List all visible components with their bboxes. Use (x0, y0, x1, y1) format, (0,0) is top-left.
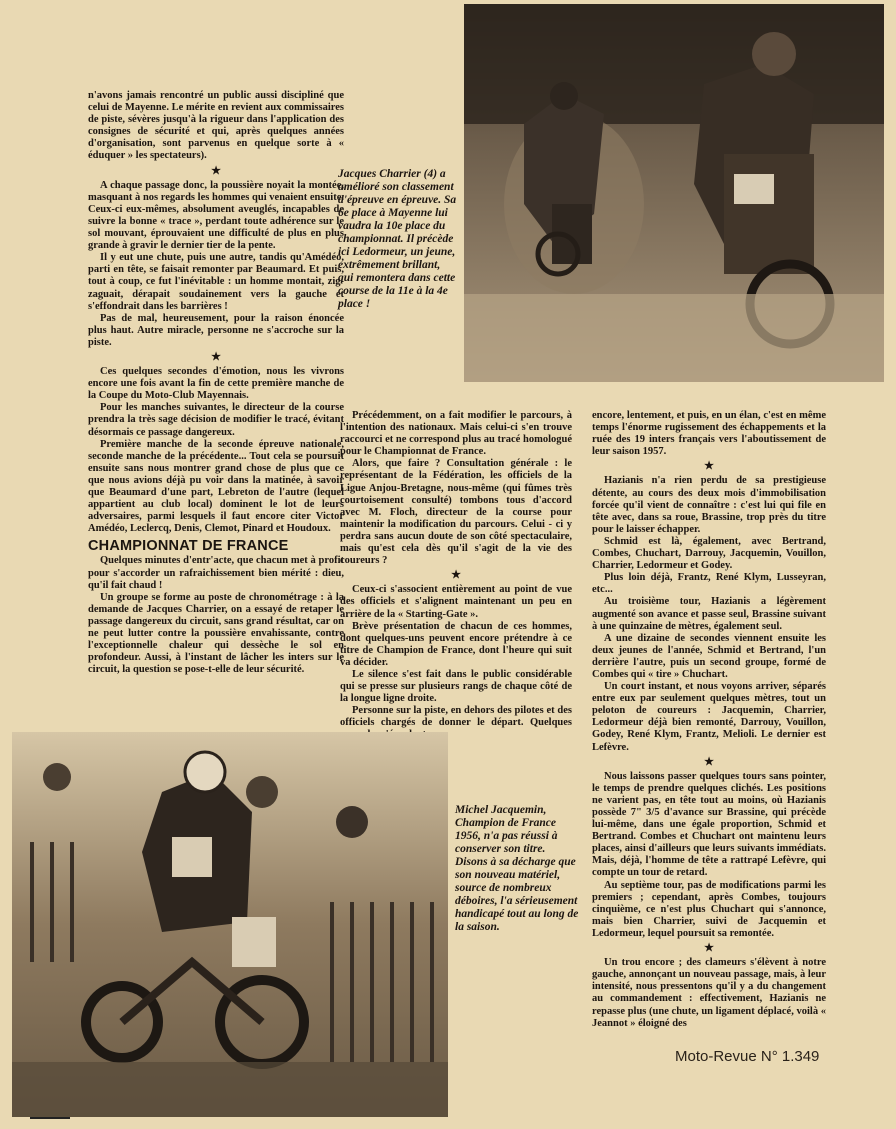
paragraph: Alors, que faire ? Consultation générale : le représentant de la Fédération, les officiels de la Ligue Anjou-Bretagne, nous-même (qui fûmes très courtoisement consulté) tombons tous d'accord avec M. Floch, directeur de la course pour maintenir la modification du parcours. Celui - ci y perdra sans aucun doute de son côté spectaculaire, mais qu'est cela dès qu'il s'agit de la vie des coureurs ? (340, 458, 572, 567)
paragraph: Un groupe se forme au poste de chronométrage : à la demande de Jacques Charrier, on a essayé de retaper le passage dangereux du circuit, sans grand résultat, car on ne peut lutter contre la poussière envahissante, contre l'exceptionnelle chaleur qui dessèche le sol en profondeur. Aussi, à l'instant de lâcher les inters sur le circuit, la question se pose-t-elle de leur sécurité. (88, 591, 344, 676)
paragraph: Ces quelques secondes d'émotion, nous les vivrons encore une fois avant la fin de cette première manche de la Coupe du Moto-Club Mayennais. (88, 366, 344, 402)
paragraph: Plus loin déjà, Frantz, René Klym, Lusseyran, etc... (592, 572, 826, 596)
paragraph: Ceux-ci s'associent entièrement au point de vue des officiels et s'alignent maintenant un peu en arrière de la « Starting-Gate ». (340, 584, 572, 620)
star-separator: ★ (704, 755, 714, 768)
paragraph: Un trou encore ; des clameurs s'élèvent à notre gauche, annonçant un nouveau passage, mais, à leur intensité, nous pressentons qu'il y a du changement au commandement : effectivement, Hazianis ne repasse plus (une chute, un ligament déplacé, voilà « Jeannot » éloigné des (592, 957, 826, 1029)
paragraph: Quelques minutes d'entr'acte, que chacun met à profit pour s'accorder un rafraichissement bien mérité : dieu, qu'il fait chaud ! (88, 555, 344, 591)
paragraph: Nous laissons passer quelques tours sans pointer, le temps de prendre quelques clichés. Les positions ne varient pas, en tête tout au moins, où Hazianis possède 7" 3/5 d'avance sur Brassine, qui précède lui-même, dans une égale proportion, Schmid et Bertrand. Combes et Chuchart ont maintenu leurs places, ainsi d'ailleurs que leurs suivants immédiats. Mais, déjà, l'homme de tête a rattrapé Lefèvre, qui compte un tour de retard. (592, 770, 826, 879)
paragraph: Pour les manches suivantes, le directeur de la course prendra la très sage décision de modifier le tracé, évitant désormais ce passage dangereux. (88, 402, 344, 438)
right-column (592, 410, 826, 1030)
photo-caption-bottom: Michel Jacquemin, Champion de France 1956, n'a pas réussi à conserver son titre. Disons à sa décharge que son nouveau matériel, source de nombreux déboires, l'a sérieusement handicapé tout au long de la saison. (455, 804, 579, 933)
paragraph: Il y eut une chute, puis une autre, tandis qu'Amédéo, parti en tête, se faisait remonter par Beaumard. Et puis, tout à coup, ce fut l'inévitable : un homme montait, zig-zaguait, dérapait soudainement vers la gauche et s'effondrait dans les barrières ! (88, 252, 344, 312)
photo-motocross-bottom (12, 732, 448, 1117)
paragraph: Le silence s'est fait dans le public considérable qui se presse sur plusieurs rangs de chaque côté de la longue ligne droite. (340, 668, 572, 705)
paragraph: Hazianis n'a rien perdu de sa prestigieuse détente, au cours des deux mois d'immobilisation forcée qu'il vient de connaître : c'est lui qui file en tête avec, dans sa roue, Brassine, trop près du titre pour le laisser échapper. (592, 475, 826, 535)
star-separator: ★ (704, 942, 714, 955)
paragraph: A une dizaine de secondes viennent ensuite les deux jeunes de l'année, Schmid et Bertrand, l'un derrière l'autre, puis un second groupe, formé de Combes qui « tire » Chuchart. (592, 632, 826, 680)
paragraph: encore, lentement, et puis, en un élan, c'est en même temps l'énorme rugissement des échappements et la ruée des 19 inters français vers l'aboutissement de leur saison 1957. (592, 410, 826, 458)
star-separator: ★ (211, 164, 221, 177)
paragraph: Personne sur la piste, en dehors des pilotes et des officiels chargés de donner le départ. Quelques (340, 705, 572, 729)
page-footer: Moto-Revue N° 1.349 (675, 1048, 820, 1065)
paragraph: Première manche de la seconde épreuve nationale, seconde manche de la précédente... Tout cela se poursuit ensuite sans nous montrer grand chose de plus que ce que nous avions déjà pu voir dans la matinée, à savoir que Beaumard d'une part, Lebreton de l'autre (lequel appartient au club local) dominent le lot de leurs adversaires, parmi lesquels il faut encore citer Victor Amédéo, Leclercq, Denis, Clemot, Pinard et Houdoux. (88, 438, 344, 535)
bottom-rule (30, 1117, 70, 1119)
middle-column (340, 410, 572, 742)
paragraph: n'avons jamais rencontré un public aussi discipliné que celui de Mayenne. Le mérite en revient aux commissaires de piste, sévères jusqu'à la rigueur dans l'application des consignes de sécurité et qui, après quelques années d'organisation, sont parvenus en quelque sorte à « éduquer » les spectateurs). (88, 90, 344, 162)
paragraph: Schmid est là, également, avec Bertrand, Combes, Chuchart, Darrouy, Jacquemin, Vouillon, Charrier, Ledormeur et Godey. (592, 535, 826, 572)
paragraph: A chaque passage donc, la poussière noyait la montée, masquant à nos regards les hommes qui venaient ensuite. Ceux-ci eux-mêmes, absolument aveuglés, incapables de suivre la bonne « trace », perdant toute adhérence sur le sol mouvant, éprouvaient une difficulté de plus en plus grande à gravir le dernier tier de la pente. (88, 179, 344, 252)
photo-caption-top: Jacques Charrier (4) a amélioré son classement d'épreuve en épreuve. Sa 6e place à Mayenne lui vaudra la 10e place du championnat. Il précède ici Ledormeur, un jeune, extrêmement brillant, qui remontera dans cette course de la 11e à la 4e place ! (338, 168, 457, 310)
paragraph: Un court instant, et nous voyons arriver, séparés entre eux par seulement quelques mètres, tout un peloton de coureurs : Jacquemin, Charrier, Ledormeur déjà bien remonté, Darrouy, Vouillon, Godey, René Klym, Frantz, Melioli. Le dernier est Lefèvre. (592, 681, 826, 753)
paragraph: Précédemment, on a fait modifier le parcours, à l'intention des nationaux. Mais celui-ci s'en trouve raccourci et ne correspond plus au tracé homologué pour le Championnat de France. (340, 410, 572, 458)
paragraph: Brève présentation de chacun de ces hommes, dont quelques-uns peuvent encore prétendre à ce titre de Champion de France, dont l'heure qui suit va décider. (340, 620, 572, 668)
star-separator: ★ (704, 460, 714, 473)
photo-image (12, 732, 448, 1117)
paragraph: Pas de mal, heureusement, pour la raison énoncée plus haut. Autre miracle, personne ne s'accroche sur la piste. (88, 312, 344, 348)
photo-motocross-top (464, 4, 884, 382)
left-column (88, 90, 344, 676)
star-separator: ★ (451, 569, 461, 582)
photo-image (464, 4, 884, 382)
paragraph: Au septième tour, pas de modifications parmi les premiers ; cependant, après Combes, toujours cinquième, ce n'est plus Chuchart qui s'annonce, mais bien Charrier, suivi de Jacquemin et Ledormeur, lequel poursuit sa remontée. (592, 879, 826, 939)
star-separator: ★ (211, 350, 221, 363)
paragraph: Au troisième tour, Hazianis a légèrement augmenté son avance et passe seul, Brassine suivant à une quinzaine de mètres, également seul. (592, 596, 826, 632)
section-heading: CHAMPIONNAT DE FRANCE (88, 538, 289, 555)
